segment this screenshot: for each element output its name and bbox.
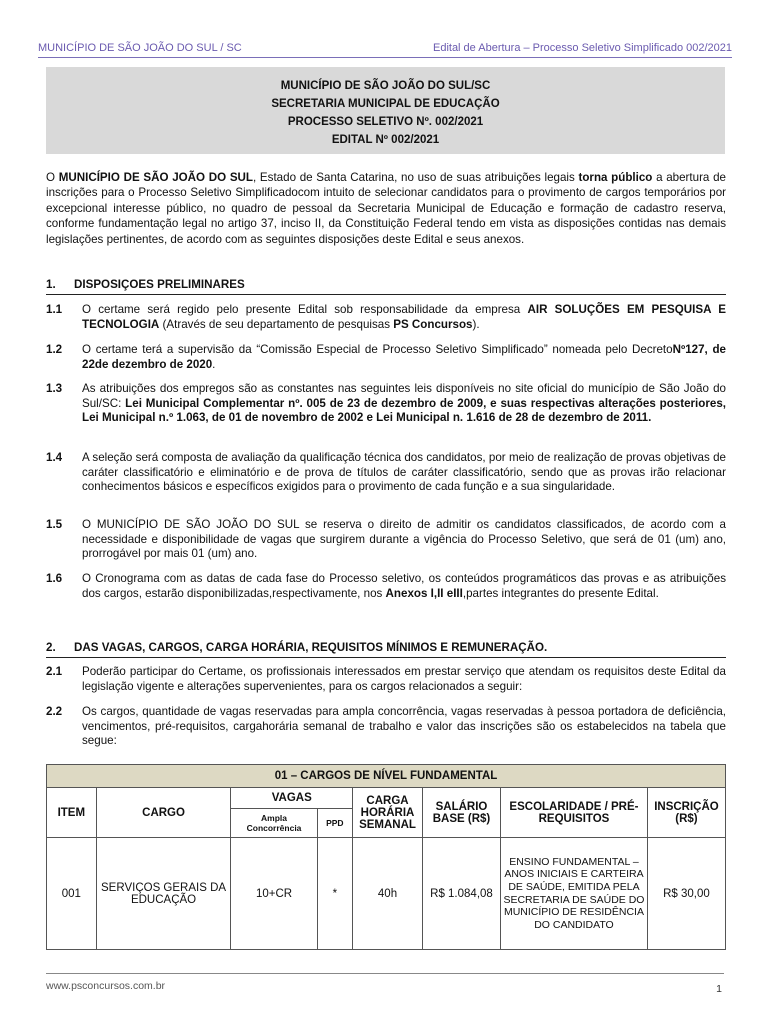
intro-text-2: , Estado de Santa Catarina, no uso de suas atribuições legais bbox=[253, 171, 579, 184]
table-row bbox=[47, 838, 726, 950]
item-1-1 bbox=[46, 303, 726, 332]
header-inscricao: INSCRIÇÃO (R$) bbox=[647, 788, 725, 838]
table-caption: 01 – CARGOS DE NÍVEL FUNDAMENTAL bbox=[47, 765, 726, 788]
section-1-title: DISPOSIÇOES PRELIMINARES bbox=[74, 278, 245, 291]
positions-table bbox=[46, 764, 726, 950]
item-text: O certame será regido pelo presente Edital sob responsabilidade da empresa bbox=[82, 303, 528, 316]
section-2-title: DAS VAGAS, CARGOS, CARGA HORÁRIA, REQUISITOS MÍNIMOS E REMUNERAÇÃO. bbox=[74, 641, 548, 654]
header-salario: SALÁRIO BASE (R$) bbox=[422, 788, 500, 838]
item-2-1 bbox=[46, 665, 726, 694]
section-2-number: 2. bbox=[46, 641, 56, 654]
item-text: As atribuições dos empregos são as constantes nas seguintes leis disponíveis no site oficial do município de São João do Sul/SC: bbox=[82, 382, 726, 410]
page-header bbox=[38, 42, 732, 58]
title-line-3: PROCESSO SELETIVO Nº. 002/2021 bbox=[287, 116, 484, 128]
header-item: ITEM bbox=[47, 788, 97, 838]
item-bold: Lei Municipal Complementar nº. 005 de 23 de dezembro de 2009, e suas respectivas alterações posteriores, Lei Municipal n.º 1.063, de 01 de novembro de 2002 e Lei Municipal n. 1.616 de 28 de dezembro de 2011. bbox=[82, 396, 726, 425]
header-cargo: CARGO bbox=[96, 788, 231, 838]
cell-inscricao: R$ 30,00 bbox=[647, 838, 725, 950]
section-1-underline bbox=[46, 294, 726, 295]
item-number: 2.1 bbox=[46, 665, 63, 678]
item-1-2 bbox=[46, 343, 726, 372]
item-number: 2.2 bbox=[46, 705, 63, 718]
intro-text-3: a abertura de inscrições para o Processo Seletivo Simplificadocom intuito de selecionar candidatos para o provimento de cargos temporários por excepcional interesse público, no quadro de pessoal da Secretaria Municipal de Educação e formação de cadastro reserva, conforme fundamentação legal no artigo 37, inciso II, da Constituição Federal tendo em vista as disposições contidas nas demais legislações pertinentes, de acordo com as seguintes disposições deste Edital e seus anexos. bbox=[46, 171, 726, 246]
item-number: 1.3 bbox=[46, 382, 63, 395]
item-text: Poderão participar do Certame, os profissionais interessados em prestar serviço que atendam os requisitos deste Edital da legislação vigente e alterações supervenientes, para os cargos relacionados a seguir: bbox=[82, 665, 726, 693]
title-line-1: MUNICÍPIO DE SÃO JOÃO DO SUL/SC bbox=[280, 80, 491, 92]
title-line-2: SECRETARIA MUNICIPAL DE EDUCAÇÃO bbox=[271, 98, 500, 110]
section-1-heading bbox=[46, 278, 245, 291]
item-number: 1.4 bbox=[46, 451, 63, 464]
page-number: 1 bbox=[716, 983, 722, 995]
intro-paragraph bbox=[46, 170, 726, 247]
header-municipality: MUNICÍPIO DE SÃO JOÃO DO SUL / SC bbox=[38, 42, 242, 54]
item-text: ). bbox=[472, 317, 480, 331]
section-2-underline bbox=[46, 657, 726, 658]
title-line-4: EDITAL Nº 002/2021 bbox=[331, 134, 440, 146]
item-bold: PS Concursos bbox=[393, 317, 473, 331]
item-bold: Nº127, de 22de dezembro de 2020 bbox=[82, 343, 726, 371]
cell-cargo: SERVIÇOS GERAIS DA EDUCAÇÃO bbox=[96, 838, 231, 950]
item-number: 1.2 bbox=[46, 343, 63, 356]
cell-carga: 40h bbox=[353, 838, 423, 950]
item-bold: AIR SOLUÇÕES EM PESQUISA E TECNOLOGIA bbox=[82, 303, 726, 331]
item-2-2 bbox=[46, 705, 726, 749]
item-text: O MUNICÍPIO DE SÃO JOÃO DO SUL se reserva o direito de admitir os candidatos classificados, de acordo com a necessidade e disponibilidade de vagas que surgirem durante a vigência do Processo Seletivo, que será de 01 (um) ano, prorrogável por mais 01 (um) ano. bbox=[82, 518, 726, 561]
item-text: Os cargos, quantidade de vagas reservadas para ampla concorrência, vagas reservadas à pessoa portadora de deficiência, vencimentos, pré-requisitos, cargahorária semanal de trabalho e valor das inscrições são os estabelecidos na tabela que segue: bbox=[82, 705, 726, 748]
item-text: O Cronograma com as datas de cada fase do Processo seletivo, os conteúdos programáticos das provas e as atribuições dos cargos, estarão disponibilizadas,respectivamente, nos bbox=[82, 572, 726, 600]
footer-website: www.psconcursos.com.br bbox=[46, 980, 166, 992]
section-1-number: 1. bbox=[46, 278, 56, 291]
cell-salario: R$ 1.084,08 bbox=[422, 838, 500, 950]
intro-bold-2: torna público bbox=[578, 171, 653, 184]
cell-ppd: * bbox=[317, 838, 352, 950]
header-escolaridade: ESCOLARIDADE / PRÉ-REQUISITOS bbox=[501, 788, 648, 838]
item-text: ,partes integrantes do presente Edital. bbox=[462, 586, 659, 600]
item-1-4 bbox=[46, 451, 726, 495]
item-text: O certame terá a supervisão da “Comissão Especial de Processo Seletivo Simplificado” nomeada pelo Decreto bbox=[82, 343, 673, 356]
cell-ampla: 10+CR bbox=[231, 838, 317, 950]
item-text: A seleção será composta de avaliação da qualificação técnica dos candidatos, por meio de realização de provas objetivas de caráter classificatório e eliminatório e de prova de títulos de caráter classificatório, sendo que as provas irão relacionar conhecimentos básicos e específicos exigidos para o provimento de cada função e a sua singularidade. bbox=[82, 451, 726, 494]
item-number: 1.1 bbox=[46, 303, 63, 316]
item-1-3 bbox=[46, 382, 726, 426]
cell-item: 001 bbox=[47, 838, 97, 950]
cell-escolaridade: ENSINO FUNDAMENTAL – ANOS INICIAIS E CARTEIRA DE SAÚDE, EMITIDA PELA SECRETARIA DE SAÚDE DO MUNICÍPIO DE RESIDÊNCIA DO CANDIDATO bbox=[501, 838, 648, 950]
header-ppd: PPD bbox=[317, 809, 352, 838]
intro-bold-1: MUNICÍPIO DE SÃO JOÃO DO SUL bbox=[58, 171, 254, 184]
item-bold: Anexos I,II eIII bbox=[385, 586, 463, 600]
header-divider bbox=[38, 57, 732, 58]
title-box bbox=[46, 67, 725, 154]
item-1-5 bbox=[46, 518, 726, 562]
section-2-heading bbox=[46, 641, 547, 654]
footer-divider bbox=[46, 973, 724, 974]
item-text: . bbox=[212, 357, 216, 371]
item-number: 1.5 bbox=[46, 518, 63, 531]
header-carga: CARGA HORÁRIA SEMANAL bbox=[353, 788, 423, 838]
item-1-6 bbox=[46, 572, 726, 601]
header-vagas: VAGAS bbox=[231, 788, 353, 809]
header-edital: Edital de Abertura – Processo Seletivo Simplificado 002/2021 bbox=[432, 42, 732, 54]
item-text: (Através de seu departamento de pesquisas bbox=[159, 317, 394, 331]
item-number: 1.6 bbox=[46, 572, 63, 585]
header-ampla: Ampla Concorrência bbox=[231, 809, 317, 838]
intro-text-1: O bbox=[46, 171, 59, 184]
